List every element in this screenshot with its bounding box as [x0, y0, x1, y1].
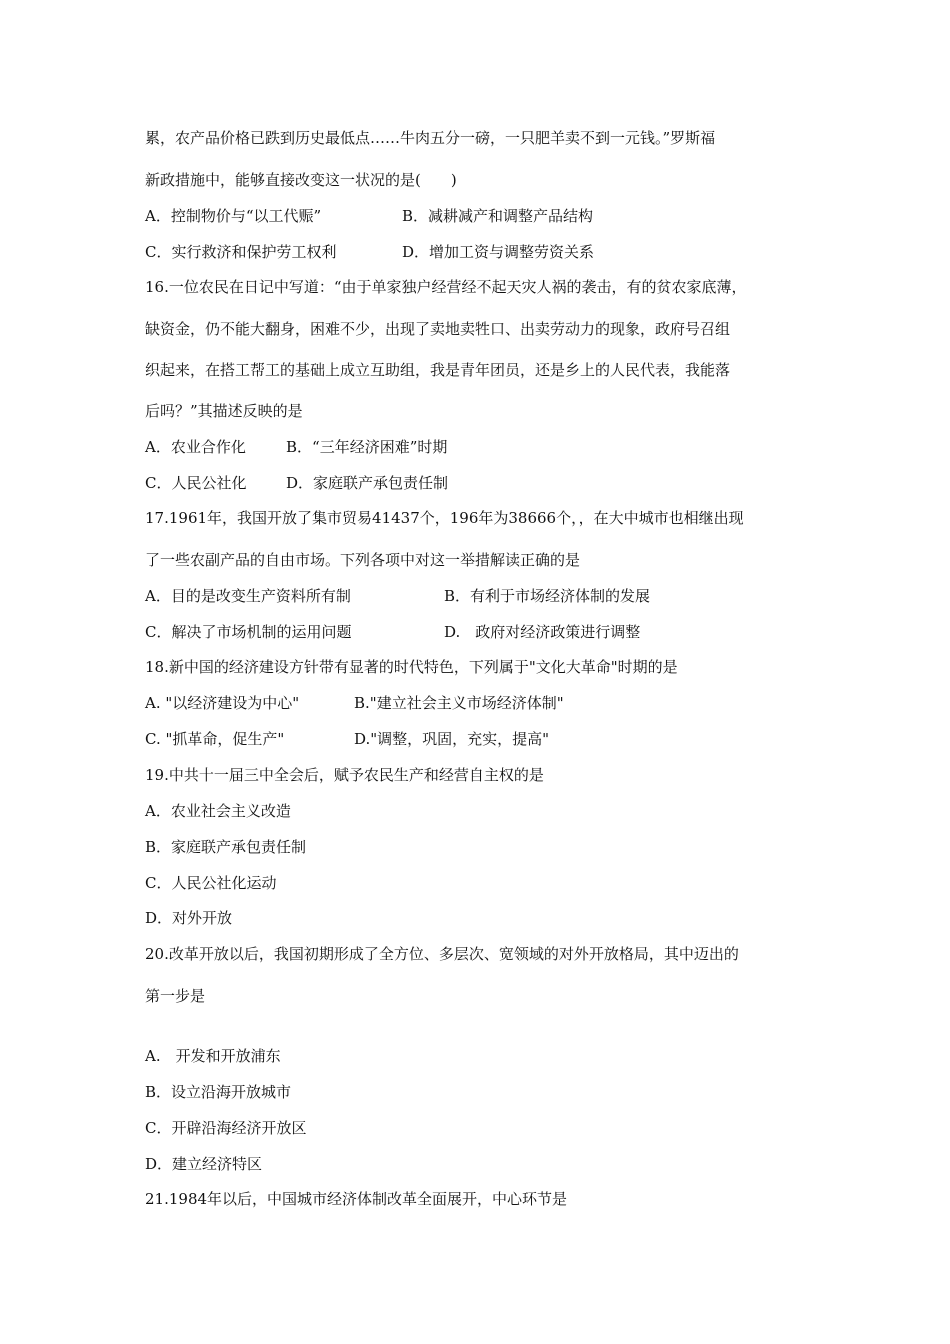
q17-option-d: D. 政府对经济政策进行调整 [444, 623, 641, 641]
q16-option-c: C．人民公社化 [145, 474, 247, 492]
q15-option-a: A．控制物价与“以工代赈” [145, 207, 322, 225]
q18-stem: 18.新中国的经济建设方针带有显著的时代特色，下列属于"文化大革命"时期的是 [145, 658, 678, 676]
q21-stem: 21.1984年以后，中国城市经济体制改革全面展开，中心环节是 [145, 1190, 568, 1208]
q20-stem-line-2: 第一步是 [145, 987, 206, 1005]
q16-stem-line-3: 织起来，在搭工帮工的基础上成立互助组，我是青年团员，还是乡上的人民代表，我能落 [145, 361, 731, 379]
q16-option-a: A．农业合作化 [145, 438, 246, 456]
q17-option-b: B．有利于市场经济体制的发展 [444, 587, 651, 605]
q17-stem-line-1: 17.1961年，我国开放了集市贸易41437个，196年为38666个，，在大中城市也相继出现 [145, 509, 744, 527]
q20-stem-line-1: 20.改革开放以后，我国初期形成了全方位、多层次、宽领域的对外开放格局，其中迈出的 [145, 945, 739, 963]
q19-stem: 19.中共十一届三中全会后，赋予农民生产和经营自主权的是 [145, 766, 544, 784]
q18-option-c: C. "抓革命，促生产" [145, 730, 285, 748]
q17-option-c: C．解决了市场机制的运用问题 [145, 623, 352, 641]
q17-option-a: A．目的是改变生产资料所有制 [145, 587, 351, 605]
q16-option-b: B．“三年经济困难”时期 [286, 438, 448, 456]
q18-option-d: D."调整，巩固，充实，提高" [354, 730, 550, 748]
q16-option-d: D．家庭联产承包责任制 [286, 474, 449, 492]
q19-option-a: A．农业社会主义改造 [145, 802, 291, 820]
q20-option-d: D．建立经济特区 [145, 1155, 263, 1173]
q15-option-d: D．增加工资与调整劳资关系 [402, 243, 595, 261]
q16-stem-line-4: 后吗？”其描述反映的是 [145, 402, 303, 420]
q16-stem-line-1: 16.一位农民在日记中写道：“由于单家独户经营经不起天灾人祸的袭击，有的贫农家底薄， [145, 278, 747, 296]
q20-option-b: B．设立沿海开放城市 [145, 1083, 292, 1101]
q19-option-d: D．对外开放 [145, 909, 233, 927]
q15-option-c: C．实行救济和保护劳工权利 [145, 243, 337, 261]
q15-stem-line-2: 新政措施中，能够直接改变这一状况的是( ) [145, 171, 457, 189]
q20-option-a: A. 开发和开放浦东 [145, 1047, 281, 1065]
q15-option-b: B．减耕减产和调整产品结构 [402, 207, 594, 225]
q20-option-c: C．开辟沿海经济开放区 [145, 1119, 307, 1137]
q18-option-b: B."建立社会主义市场经济体制" [354, 694, 564, 712]
q19-option-c: C．人民公社化运动 [145, 874, 277, 892]
q15-stem-line-1: 累，农产品价格已跌到历史最低点……牛肉五分一磅，一只肥羊卖不到一元钱。”罗斯福 [145, 129, 716, 147]
q19-option-b: B．家庭联产承包责任制 [145, 838, 307, 856]
q18-option-a: A. "以经济建设为中心" [145, 694, 300, 712]
q17-stem-line-2: 了一些农副产品的自由市场。下列各项中对这一举措解读正确的是 [145, 551, 581, 569]
q16-stem-line-2: 缺资金，仍不能大翻身，困难不少，出现了卖地卖牲口、出卖劳动力的现象，政府号召组 [145, 320, 731, 338]
